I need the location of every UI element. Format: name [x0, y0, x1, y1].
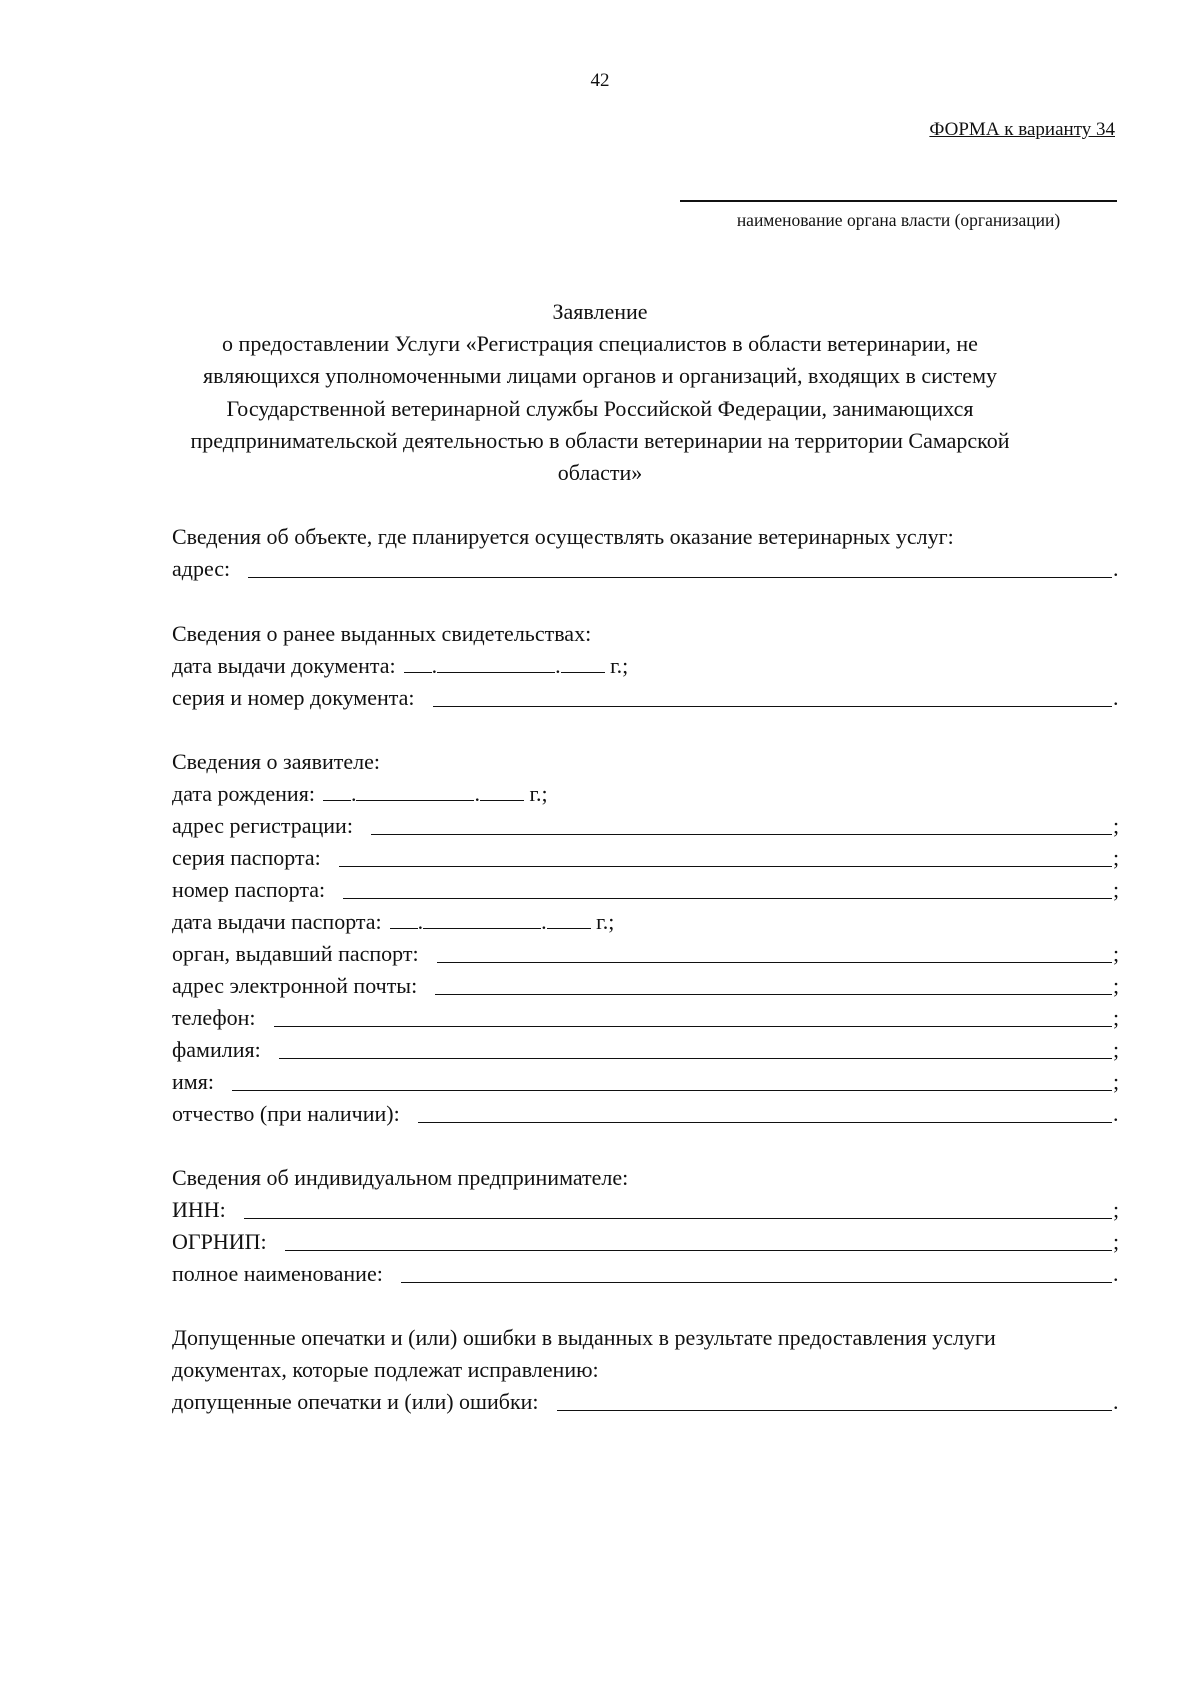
section-heading: Сведения о заявителе: — [172, 749, 381, 774]
inn-field[interactable] — [244, 1218, 1112, 1219]
section-heading: Сведения об индивидуальном предпринимателе: — [172, 1165, 629, 1190]
email-field[interactable] — [435, 994, 1112, 995]
field-label: полное наименование: — [172, 1261, 383, 1286]
line-end: ; — [1113, 877, 1120, 902]
passport-number-field[interactable] — [343, 898, 1112, 899]
name-row — [172, 1066, 1120, 1098]
field-label: адрес электронной почты: — [172, 973, 418, 998]
document-title — [150, 296, 1050, 489]
passport-issuer-row — [172, 938, 1120, 970]
phone-field[interactable] — [274, 1026, 1112, 1027]
line-end: ; — [1113, 973, 1120, 998]
certificates-section — [172, 618, 1120, 714]
field-label: телефон: — [172, 1005, 256, 1030]
field-label: номер паспорта: — [172, 877, 326, 902]
line-end: ; — [1113, 1229, 1120, 1254]
certificate-number-field[interactable] — [433, 706, 1112, 707]
object-address-row — [172, 553, 1120, 585]
line-end: ; — [1113, 1197, 1120, 1222]
field-label: адрес регистрации: — [172, 813, 353, 838]
field-label: фамилия: — [172, 1037, 261, 1062]
full-name-row — [172, 1258, 1120, 1290]
section-heading: Сведения о ранее выданных свидетельствах: — [172, 621, 592, 646]
authority-caption: наименование органа власти (организации) — [736, 210, 1061, 230]
full-name-field[interactable] — [401, 1282, 1112, 1283]
errors-field[interactable] — [557, 1410, 1112, 1411]
ogrnip-field[interactable] — [285, 1250, 1112, 1251]
year-suffix: г.; — [610, 653, 629, 678]
title-line: предпринимательской деятельностью в области ветеринарии на территории Самарской — [190, 427, 1010, 453]
passport-series-field[interactable] — [339, 866, 1112, 867]
line-end: ; — [1113, 1005, 1120, 1030]
line-end: ; — [1113, 1069, 1120, 1094]
section-heading: Сведения об объекте, где планируется осуществлять оказание ветеринарных услуг: — [172, 524, 954, 549]
authority-block — [680, 200, 1117, 231]
year-field[interactable] — [547, 906, 591, 929]
phone-row — [172, 1002, 1120, 1034]
form-reference: ФОРМА к варианту 34 — [929, 119, 1115, 140]
line-end: ; — [1113, 1037, 1120, 1062]
line-end: . — [1113, 1261, 1119, 1286]
field-label: серия паспорта: — [172, 845, 321, 870]
passport-number-row — [172, 874, 1120, 906]
line-end: ; — [1113, 813, 1120, 838]
surname-field[interactable] — [279, 1058, 1112, 1059]
field-label: дата выдачи паспорта: — [172, 909, 382, 934]
field-label: допущенные опечатки и (или) ошибки: — [172, 1389, 539, 1414]
passport-issuer-field[interactable] — [437, 962, 1112, 963]
object-address-field[interactable] — [248, 577, 1112, 578]
reg-address-field[interactable] — [371, 834, 1112, 835]
ogrnip-row — [172, 1226, 1120, 1258]
day-field[interactable] — [323, 778, 351, 801]
birth-date-row — [172, 778, 1120, 810]
line-end: . — [1113, 556, 1119, 581]
passport-series-row — [172, 842, 1120, 874]
object-section — [172, 521, 1120, 585]
date-dot: . — [431, 653, 438, 678]
field-label: дата рождения: — [172, 781, 315, 806]
day-field[interactable] — [390, 906, 418, 929]
errors-row — [172, 1386, 1120, 1418]
authority-line[interactable] — [680, 200, 1117, 202]
field-label: имя: — [172, 1069, 214, 1094]
date-dot: . — [474, 781, 480, 806]
line-end: . — [1113, 1101, 1119, 1126]
day-field[interactable] — [404, 650, 432, 673]
passport-date-row — [172, 906, 1120, 938]
certificate-date-row — [172, 650, 1120, 682]
field-label: адрес: — [172, 556, 231, 581]
title-line: области» — [557, 460, 643, 486]
title-line: Государственной ветеринарной службы Российской Федерации, занимающихся — [226, 395, 974, 421]
field-label: отчество (при наличии): — [172, 1101, 400, 1126]
page-number: 42 — [590, 70, 610, 91]
reg-address-row — [172, 810, 1120, 842]
date-dot: . — [541, 909, 547, 934]
title-line: о предоставлении Услуги «Регистрация специалистов в области ветеринарии, не — [222, 331, 978, 357]
inn-row — [172, 1194, 1120, 1226]
name-field[interactable] — [232, 1090, 1112, 1091]
errors-section — [172, 1322, 1120, 1418]
year-field[interactable] — [480, 778, 524, 801]
field-label: серия и номер документа: — [172, 685, 415, 710]
line-end: ; — [1113, 941, 1120, 966]
field-label: ИНН: — [172, 1197, 226, 1222]
month-field[interactable] — [356, 778, 474, 801]
applicant-section — [172, 746, 1120, 1130]
field-label: ОГРНИП: — [172, 1229, 267, 1254]
field-label: дата выдачи документа: — [172, 653, 396, 678]
line-end: . — [1113, 685, 1119, 710]
month-field[interactable] — [423, 906, 541, 929]
month-field[interactable] — [437, 650, 555, 673]
section-heading: документах, которые подлежат исправлению: — [172, 1357, 599, 1382]
section-heading: Допущенные опечатки и (или) ошибки в выданных в результате предоставления услуги — [172, 1325, 996, 1350]
line-end: ; — [1113, 845, 1120, 870]
date-dot: . — [350, 781, 357, 806]
date-dot: . — [417, 909, 424, 934]
certificate-number-row — [172, 682, 1120, 714]
patronymic-field[interactable] — [418, 1122, 1112, 1123]
line-end: . — [1113, 1389, 1119, 1414]
email-row — [172, 970, 1120, 1002]
year-field[interactable] — [561, 650, 605, 673]
surname-row — [172, 1034, 1120, 1066]
year-suffix: г.; — [596, 909, 615, 934]
date-dot: . — [555, 653, 561, 678]
patronymic-row — [172, 1098, 1120, 1130]
title-heading: Заявление — [552, 299, 648, 324]
year-suffix: г.; — [529, 781, 548, 806]
title-line: являющихся уполномоченными лицами органов и организаций, входящих в систему — [203, 363, 997, 389]
entrepreneur-section — [172, 1162, 1120, 1290]
field-label: орган, выдавший паспорт: — [172, 941, 419, 966]
